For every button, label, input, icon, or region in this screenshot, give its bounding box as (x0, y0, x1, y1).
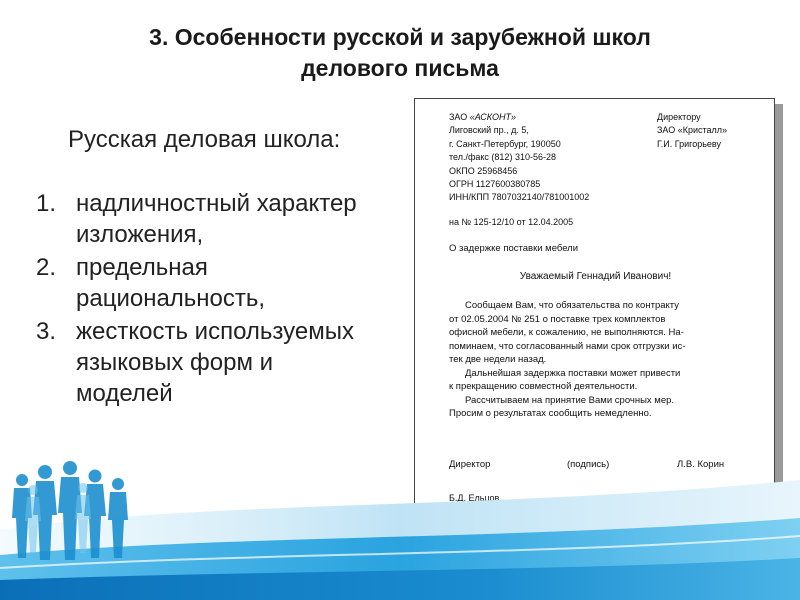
sender-org-name: «АСКОНТ» (469, 112, 516, 122)
letter-body-line: к прекращению совместной деятельности. (449, 381, 638, 392)
section-subtitle: Русская деловая школа: (68, 126, 341, 153)
letter-body-line: тек две недели назад. (449, 354, 547, 365)
features-list (36, 188, 406, 411)
title-line-1: 3. Особенности русской и зарубежной школ (149, 24, 651, 50)
sender-phone: тел./факс (812) 310-56-28 (449, 152, 556, 163)
sender-org-prefix: ЗАО (449, 112, 470, 122)
list-item (36, 316, 406, 409)
letter-body-line: офисной мебели, к сожалению, не выполняются. На- (449, 327, 684, 338)
sender-okpo: ОКПО 25968456 (449, 165, 518, 176)
signature-placeholder: (подпись) (567, 459, 610, 470)
recipient-line: Директору (657, 112, 701, 122)
recipient-line: ЗАО «Кристалл» (657, 125, 728, 136)
letter-body-line: от 02.05.2004 № 251 о поставке трех комплектов (449, 313, 666, 325)
letter-recipient-block (657, 111, 727, 151)
letter-reference: на № 125-12/10 от 12.04.2005 (449, 217, 574, 227)
list-item-text: изложения, (76, 221, 204, 248)
signature-position: Директор (449, 459, 491, 470)
list-item-text: жесткость используемых (76, 318, 354, 345)
list-item-text: рациональность, (76, 285, 266, 312)
sender-ogrn: ОГРН 1127600380785 (449, 179, 541, 190)
letter-subject: О задержке поставки мебели (449, 243, 579, 254)
list-item-text: надличностный характер (76, 190, 357, 217)
list-item-number: 3. (36, 318, 57, 345)
letter-sender-block (449, 111, 589, 205)
list-item-number: 1. (36, 190, 57, 217)
executor-name: Б.Д. Ельцов (449, 493, 500, 503)
signature-name: Л.В. Корин (677, 459, 725, 470)
letter-body-line: Сообщаем Вам, что обязательства по контракту (465, 300, 679, 311)
list-item-text: моделей (76, 380, 173, 407)
letter-body-line: поминаем, что согласованный нами срок отгрузки ис- (449, 340, 686, 352)
list-item (36, 252, 406, 314)
recipient-line: Г.И. Григорьеву (657, 138, 722, 149)
sender-address-line: Лиговский пр., д. 5, (449, 125, 529, 136)
sender-inn: ИНН/КПП 7807032140/781001002 (449, 192, 590, 203)
list-item-text: предельная (76, 254, 208, 281)
sender-address-line: г. Санкт-Петербург, 190050 (449, 138, 561, 149)
letter-body (449, 299, 741, 421)
letter-body-line: Просим о результатах сообщить немедленно. (449, 408, 652, 419)
slide-title (60, 22, 740, 84)
letter-body-line: Дальнейшая задержка поставки может привести (465, 367, 681, 379)
list-item (36, 188, 406, 250)
letter-body-line: Рассчитываем на принятие Вами срочных мер. (465, 394, 675, 406)
list-item-text: языковых форм и (76, 349, 274, 376)
title-line-2: делового письма (301, 55, 499, 81)
business-people-icon (0, 450, 150, 580)
list-item-number: 2. (36, 254, 57, 281)
letter-greeting: Уважаемый Геннадий Иванович! (519, 271, 672, 282)
